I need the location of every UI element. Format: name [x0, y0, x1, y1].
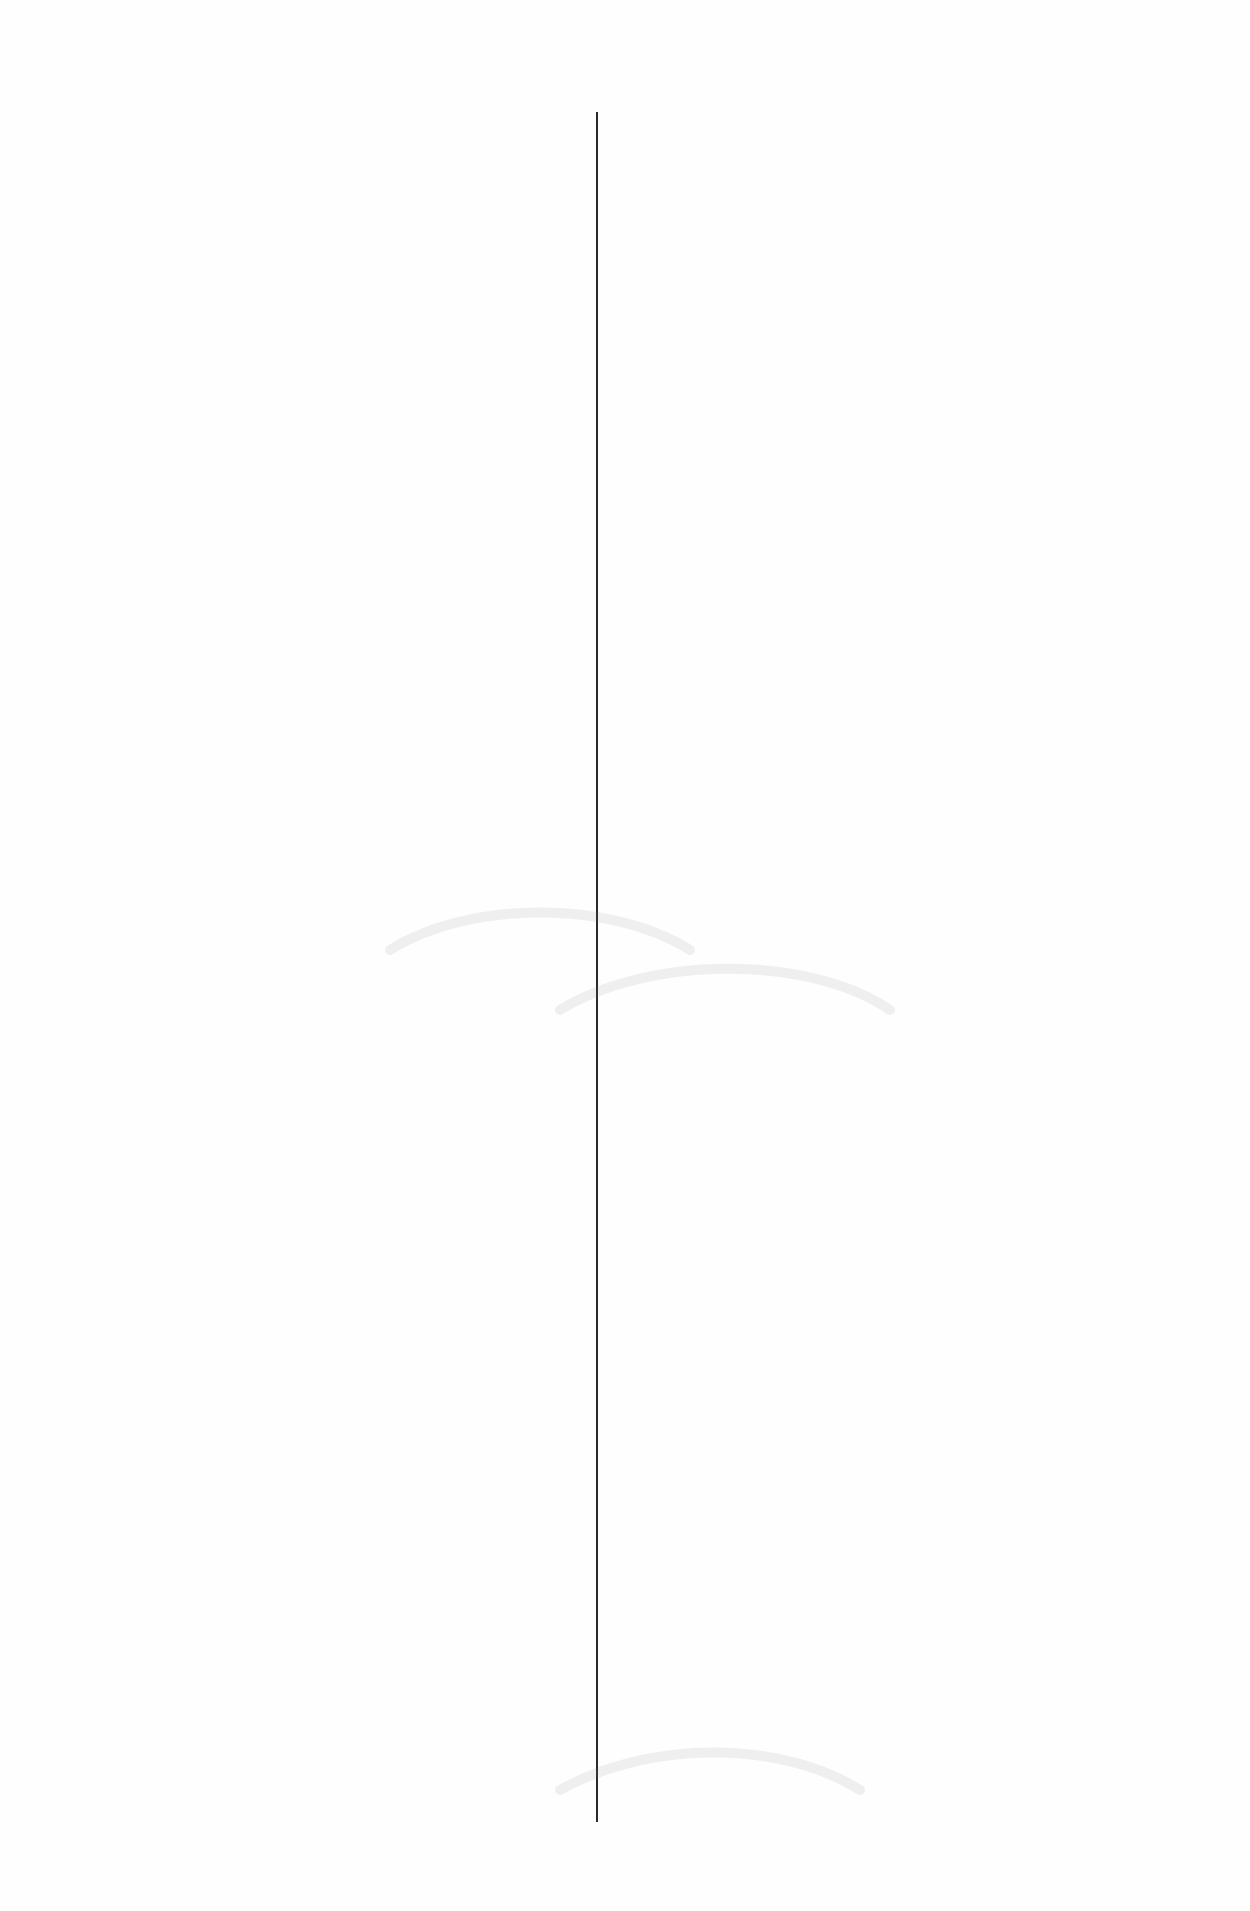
- text-line: [632, 1018, 1172, 1064]
- text-line: [632, 1570, 1172, 1616]
- text-line: [632, 1386, 1172, 1432]
- text-line: [38, 1708, 578, 1754]
- text-line: [38, 1754, 578, 1800]
- text-line: [632, 1294, 1172, 1340]
- text-line: [632, 1156, 1172, 1202]
- text-line: [38, 1018, 578, 1064]
- text-line: [38, 742, 578, 788]
- text-line: [632, 972, 1172, 1018]
- text-line: [632, 1800, 1172, 1846]
- text-line: [632, 466, 1172, 512]
- text-line: [38, 1616, 578, 1662]
- text-line: [632, 98, 1172, 144]
- text-line: [38, 788, 578, 834]
- text-line: [632, 328, 1172, 374]
- text-line: [38, 144, 578, 190]
- text-line: [632, 190, 1172, 236]
- text-line: [632, 1110, 1172, 1156]
- text-line: [632, 926, 1172, 972]
- text-line: [38, 1662, 578, 1708]
- text-line: [632, 788, 1172, 834]
- text-line: [632, 650, 1172, 696]
- text-line: [632, 1432, 1172, 1478]
- text-line: [38, 1294, 578, 1340]
- text-line: [38, 328, 578, 374]
- text-line: [632, 374, 1172, 420]
- text-line: [38, 420, 578, 466]
- text-line: [38, 190, 578, 236]
- text-line: [632, 604, 1172, 650]
- text-line: [38, 236, 578, 282]
- text-line: [632, 1616, 1172, 1662]
- text-line: [632, 236, 1172, 282]
- text-line: [38, 282, 578, 328]
- text-line: [632, 1202, 1172, 1248]
- text-line: [38, 1478, 578, 1524]
- text-line: [38, 972, 578, 1018]
- text-line: [38, 926, 578, 972]
- text-line: [38, 604, 578, 650]
- text-line: [38, 1248, 578, 1294]
- text-line: [632, 512, 1172, 558]
- text-line: [38, 512, 578, 558]
- text-line: [632, 558, 1172, 604]
- text-line: [38, 1524, 578, 1570]
- left-column: [38, 98, 578, 1892]
- text-line: [38, 1800, 578, 1846]
- text-line: [632, 1064, 1172, 1110]
- text-line: [632, 696, 1172, 742]
- text-line: [632, 1846, 1172, 1892]
- text-line: [38, 466, 578, 512]
- text-line: [38, 696, 578, 742]
- text-line: [38, 1340, 578, 1386]
- text-line: [632, 742, 1172, 788]
- text-line: [38, 1432, 578, 1478]
- text-line: [632, 834, 1172, 880]
- text-line: [38, 1202, 578, 1248]
- text-line: [38, 1846, 578, 1892]
- text-line: [38, 1156, 578, 1202]
- text-line: [38, 558, 578, 604]
- text-line: [38, 1064, 578, 1110]
- text-line: [632, 1478, 1172, 1524]
- text-line: [632, 880, 1172, 926]
- text-line: [38, 650, 578, 696]
- text-line: [38, 98, 578, 144]
- text-line: [632, 1662, 1172, 1708]
- right-column: [632, 98, 1172, 1892]
- text-line: [632, 1524, 1172, 1570]
- text-line: [38, 834, 578, 880]
- text-line: [38, 1570, 578, 1616]
- text-line: [632, 1708, 1172, 1754]
- text-line: [632, 1340, 1172, 1386]
- text-line: [632, 282, 1172, 328]
- text-line: [38, 374, 578, 420]
- text-line: [632, 144, 1172, 190]
- text-line: [632, 420, 1172, 466]
- column-divider: [596, 112, 598, 1822]
- text-line: [38, 880, 578, 926]
- text-line: [38, 1386, 578, 1432]
- text-line: [38, 1110, 578, 1156]
- text-line: [632, 1754, 1172, 1800]
- text-line: [632, 1248, 1172, 1294]
